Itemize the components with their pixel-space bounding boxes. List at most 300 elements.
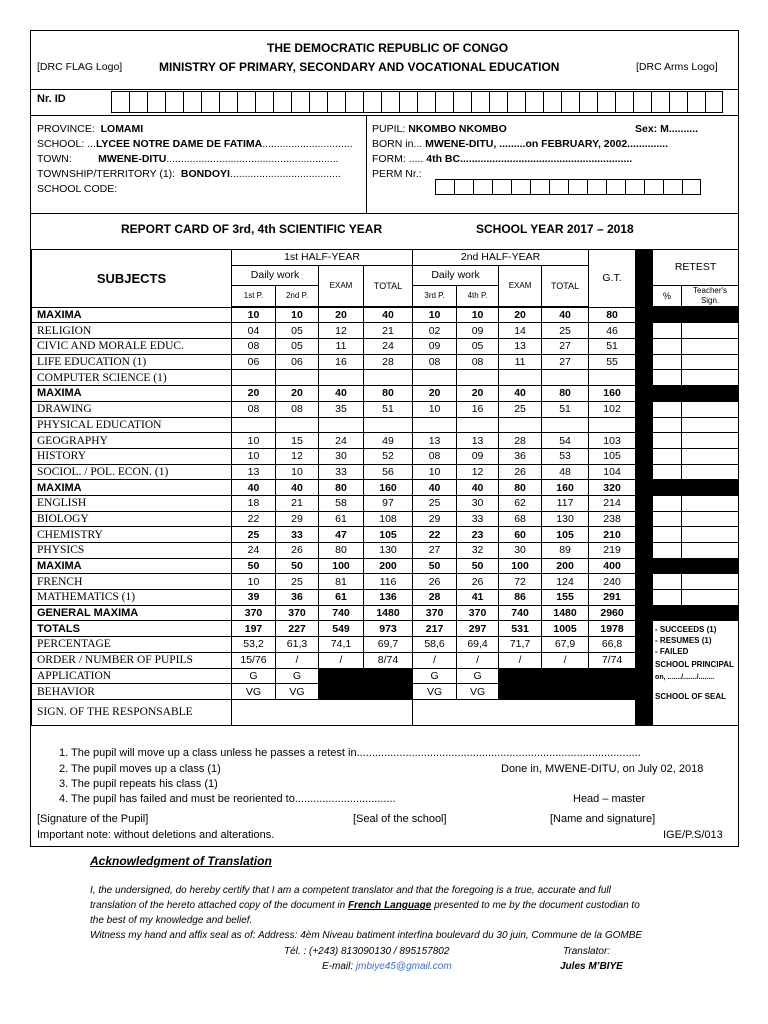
grade-cell: 7/74 xyxy=(589,652,636,668)
table-row-history xyxy=(32,448,739,464)
retest-percent-cell[interactable] xyxy=(653,339,682,355)
grade-cell: 51 xyxy=(364,401,413,417)
grade-cell: 27 xyxy=(413,543,457,559)
grade-cell: 40 xyxy=(364,307,413,323)
retest-sign-cell[interactable] xyxy=(682,401,739,417)
table-row-computer-science-1 xyxy=(32,370,739,386)
grade-cell: 23 xyxy=(457,527,499,543)
grade-cell: 51 xyxy=(542,401,589,417)
grade-cell: 72 xyxy=(499,574,542,590)
table-row-sociol-pol-econ-1 xyxy=(32,464,739,480)
subject-name: MAXIMA xyxy=(32,307,232,323)
retest-sign-cell[interactable] xyxy=(682,307,739,323)
grade-cell: 05 xyxy=(276,339,319,355)
grade-cell: 14 xyxy=(499,323,542,339)
subject-name: MAXIMA xyxy=(32,480,232,496)
grade-cell: 36 xyxy=(276,590,319,606)
grade-cell: 33 xyxy=(457,511,499,527)
grade-cell: 10 xyxy=(276,464,319,480)
subject-name: PHYSICS xyxy=(32,543,232,559)
retest-percent-cell[interactable] xyxy=(653,433,682,449)
grade-cell: VG xyxy=(457,684,499,700)
retest-header: RETEST xyxy=(653,250,739,286)
grade-cell xyxy=(413,417,457,433)
school-year: SCHOOL YEAR 2017 – 2018 xyxy=(476,222,634,236)
grade-cell: 214 xyxy=(589,495,636,511)
grade-cell: 10 xyxy=(232,307,276,323)
grade-cell: 20 xyxy=(413,386,457,402)
subject-name: APPLICATION xyxy=(32,668,232,684)
grade-cell: 66,8 xyxy=(589,637,636,653)
table-row-civic-and-morale-educ xyxy=(32,339,739,355)
grade-cell: 50 xyxy=(457,558,499,574)
grade-cell: 26 xyxy=(457,574,499,590)
retest-percent-cell[interactable] xyxy=(653,354,682,370)
grade-cell: VG xyxy=(276,684,319,700)
grade-cell: / xyxy=(457,652,499,668)
grade-cell: 89 xyxy=(542,543,589,559)
subject-name: MATHEMATICS (1) xyxy=(32,590,232,606)
grade-cell: 80 xyxy=(319,480,364,496)
grade-cell: 40 xyxy=(276,480,319,496)
retest-percent-cell[interactable] xyxy=(653,386,682,402)
table-row-life-education-1 xyxy=(32,354,739,370)
grade-cell: 238 xyxy=(589,511,636,527)
grade-cell: 55 xyxy=(589,354,636,370)
decision-2: 2. The pupil moves up a class (1) xyxy=(59,763,221,775)
grade-cell: 06 xyxy=(232,354,276,370)
ack-title: Acknowledgment of Translation xyxy=(90,854,272,868)
grade-cell: 61,3 xyxy=(276,637,319,653)
grade-cell: / xyxy=(319,652,364,668)
retest-percent-cell[interactable] xyxy=(653,307,682,323)
town-row: TOWN: MWENE-DITU........................................................... xyxy=(37,153,339,165)
grade-cell: 53 xyxy=(542,448,589,464)
country-title: THE DEMOCRATIC REPUBLIC OF CONGO xyxy=(267,41,509,55)
grade-cell: 10 xyxy=(413,464,457,480)
grade-cell: 16 xyxy=(319,354,364,370)
grade-cell: 973 xyxy=(364,621,413,637)
retest-sign-cell[interactable] xyxy=(682,527,739,543)
grade-cell: 26 xyxy=(413,574,457,590)
grade-cell: 100 xyxy=(499,558,542,574)
grade-cell: 26 xyxy=(499,464,542,480)
seal-note: SCHOOL OF SEAL xyxy=(655,692,727,702)
subject-name: MAXIMA xyxy=(32,558,232,574)
grade-cell: 28 xyxy=(364,354,413,370)
exam-2-header: EXAM xyxy=(499,265,542,306)
grade-cell xyxy=(589,684,636,700)
grade-cell: G xyxy=(457,668,499,684)
grade-cell: 130 xyxy=(542,511,589,527)
grade-cell xyxy=(542,668,589,684)
retest-percent-cell[interactable] xyxy=(653,401,682,417)
decision-1: 1. The pupil will move up a class unless he passes a retest in............................................................................................. xyxy=(59,747,641,759)
grade-cell: 12 xyxy=(457,464,499,480)
failed-note: - FAILED xyxy=(655,647,689,657)
grade-cell: 549 xyxy=(319,621,364,637)
grade-cell: 08 xyxy=(457,354,499,370)
ack-tel: Tél. : (+243) 813090130 / 895157802 xyxy=(284,946,450,957)
subject-name: ORDER / NUMBER OF PUPILS xyxy=(32,652,232,668)
sign-half-1[interactable] xyxy=(232,699,413,725)
grade-cell xyxy=(499,370,542,386)
grade-cell: 105 xyxy=(364,527,413,543)
grade-cell: 35 xyxy=(319,401,364,417)
grade-cell: 09 xyxy=(457,323,499,339)
retest-percent-cell[interactable] xyxy=(653,558,682,574)
grade-cell: 24 xyxy=(364,339,413,355)
translator-label: Translator: xyxy=(563,946,611,957)
grade-cell: 30 xyxy=(457,495,499,511)
period-4-header: 4th P. xyxy=(457,285,499,306)
grade-cell: 740 xyxy=(499,605,542,621)
grade-cell: 24 xyxy=(232,543,276,559)
grade-cell: 05 xyxy=(457,339,499,355)
grade-cell: 09 xyxy=(457,448,499,464)
table-row-percentage xyxy=(32,637,739,653)
grade-cell: 200 xyxy=(542,558,589,574)
retest-sign-cell[interactable] xyxy=(682,370,739,386)
grade-cell: 36 xyxy=(499,448,542,464)
grade-cell: 1005 xyxy=(542,621,589,637)
grade-cell: 04 xyxy=(232,323,276,339)
table-row-application xyxy=(32,668,739,684)
retest-sign-cell[interactable] xyxy=(682,354,739,370)
grade-cell: 18 xyxy=(232,495,276,511)
subject-name: GEOGRAPHY xyxy=(32,433,232,449)
grade-cell: 116 xyxy=(364,574,413,590)
done-in: Done in, MWENE-DITU, on July 02, 2018 xyxy=(501,763,704,775)
grade-cell: 219 xyxy=(589,543,636,559)
exam-1-header: EXAM xyxy=(319,265,364,306)
subject-name: GENERAL MAXIMA xyxy=(32,605,232,621)
grade-cell: 1480 xyxy=(364,605,413,621)
grade-cell: 25 xyxy=(499,401,542,417)
grade-cell: 52 xyxy=(364,448,413,464)
grade-cell: 11 xyxy=(319,339,364,355)
grade-cell xyxy=(499,684,542,700)
form-row: FORM: ..... 4th BC........................................................... xyxy=(372,153,633,165)
grade-cell: 51 xyxy=(589,339,636,355)
gt-header: G.T. xyxy=(589,250,636,308)
grade-cell: 50 xyxy=(413,558,457,574)
head-master: Head – master xyxy=(573,793,646,805)
grade-cell xyxy=(319,668,364,684)
grade-cell: 24 xyxy=(319,433,364,449)
grade-cell: 160 xyxy=(542,480,589,496)
table-row-behavior xyxy=(32,684,739,700)
retest-percent-cell[interactable] xyxy=(653,590,682,606)
grade-cell: 370 xyxy=(276,605,319,621)
grade-cell: 46 xyxy=(589,323,636,339)
grade-cell: 160 xyxy=(364,480,413,496)
grade-cell: 60 xyxy=(499,527,542,543)
grade-cell: 49 xyxy=(364,433,413,449)
subject-name: COMPUTER SCIENCE (1) xyxy=(32,370,232,386)
grade-cell: 13 xyxy=(457,433,499,449)
grade-cell: 13 xyxy=(232,464,276,480)
subject-name: TOTALS xyxy=(32,621,232,637)
grade-cell xyxy=(232,370,276,386)
table-row-english xyxy=(32,495,739,511)
grade-cell: 30 xyxy=(499,543,542,559)
subject-name: MAXIMA xyxy=(32,386,232,402)
retest-sign-cell[interactable] xyxy=(682,495,739,511)
decision-3: 3. The pupil repeats his class (1) xyxy=(59,778,218,790)
grade-cell: 40 xyxy=(232,480,276,496)
grade-cell: 25 xyxy=(276,574,319,590)
grade-cell: / xyxy=(413,652,457,668)
total-1-header: TOTAL xyxy=(364,265,413,306)
grade-cell: 32 xyxy=(457,543,499,559)
grade-cell: 21 xyxy=(364,323,413,339)
grade-cell: 80 xyxy=(542,386,589,402)
retest-sign-cell[interactable] xyxy=(682,417,739,433)
ack-line-3: the best of my knowledge and belief. xyxy=(90,915,253,926)
grade-cell xyxy=(499,417,542,433)
table-row-religion xyxy=(32,323,739,339)
grade-cell: 80 xyxy=(499,480,542,496)
grade-cell: 97 xyxy=(364,495,413,511)
grade-cell: 20 xyxy=(499,307,542,323)
retest-sign-cell[interactable] xyxy=(682,323,739,339)
grade-cell: 297 xyxy=(457,621,499,637)
grade-cell: G xyxy=(413,668,457,684)
grade-cell: 08 xyxy=(232,401,276,417)
nr-id-boxes[interactable] xyxy=(111,91,723,113)
grade-cell: 47 xyxy=(319,527,364,543)
ack-line-2: translation of the hereto attached copy of the document in French Language presented to me by the document custodian to xyxy=(90,900,640,911)
grade-cell: 29 xyxy=(413,511,457,527)
grade-cell: 16 xyxy=(457,401,499,417)
date-note: on, ......./......./........ xyxy=(655,674,715,682)
grade-cell: 1978 xyxy=(589,621,636,637)
table-row-drawing xyxy=(32,401,739,417)
seal-school: [Seal of the school] xyxy=(353,813,447,825)
grade-cell xyxy=(499,668,542,684)
grade-cell: 20 xyxy=(276,386,319,402)
nr-id-label: Nr. ID xyxy=(37,93,66,105)
grade-cell: 71,7 xyxy=(499,637,542,653)
retest-percent-cell[interactable] xyxy=(653,370,682,386)
grade-cell xyxy=(457,417,499,433)
grade-cell: 25 xyxy=(232,527,276,543)
grade-cell: 41 xyxy=(457,590,499,606)
grade-cell: 130 xyxy=(364,543,413,559)
grade-cell: 11 xyxy=(499,354,542,370)
grade-cell: 68 xyxy=(499,511,542,527)
ack-line-1: I, the undersigned, do hereby certify that I am a competent translator and that the foregoing is a true, accurate and full xyxy=(90,885,611,896)
perm-label: PERM Nr.: xyxy=(372,168,422,180)
sex-row: Sex: M.......... xyxy=(635,123,699,135)
grade-cell: 27 xyxy=(542,354,589,370)
grade-cell: 08 xyxy=(232,339,276,355)
grade-cell: 50 xyxy=(232,558,276,574)
grade-cell xyxy=(276,417,319,433)
subject-name: PERCENTAGE xyxy=(32,637,232,653)
period-3-header: 3rd P. xyxy=(413,285,457,306)
grade-cell: 10 xyxy=(232,433,276,449)
grade-cell xyxy=(589,370,636,386)
grade-cell: 80 xyxy=(319,543,364,559)
grade-cell: 12 xyxy=(319,323,364,339)
retest-sign-cell[interactable] xyxy=(682,590,739,606)
grade-cell: 108 xyxy=(364,511,413,527)
grade-cell: / xyxy=(542,652,589,668)
table-row-maxima xyxy=(32,386,739,402)
grade-cell: 370 xyxy=(413,605,457,621)
retest-sign-cell[interactable] xyxy=(682,464,739,480)
retest-sign-cell[interactable] xyxy=(682,433,739,449)
grade-cell: 20 xyxy=(457,386,499,402)
retest-percent-cell[interactable] xyxy=(653,417,682,433)
retest-sign-cell[interactable] xyxy=(682,480,739,496)
table-row-geography xyxy=(32,433,739,449)
subject-name: CIVIC AND MORALE EDUC. xyxy=(32,339,232,355)
grade-cell: 48 xyxy=(542,464,589,480)
retest-sign-cell[interactable] xyxy=(682,339,739,355)
ack-email: E-mail: jmbiye45@gmail.com xyxy=(322,961,452,972)
retest-sign-cell[interactable] xyxy=(682,574,739,590)
grade-cell: 33 xyxy=(319,464,364,480)
grade-cell: 400 xyxy=(589,558,636,574)
period-1-header: 1st P. xyxy=(232,285,276,306)
table-row-chemistry xyxy=(32,527,739,543)
grade-cell: 30 xyxy=(319,448,364,464)
grade-cell: 29 xyxy=(276,511,319,527)
grades-table xyxy=(31,249,739,726)
grade-cell: 53,2 xyxy=(232,637,276,653)
grade-cell: 40 xyxy=(499,386,542,402)
resumes-note: - RESUMES (1) xyxy=(655,636,712,646)
retest-percent-cell[interactable] xyxy=(653,448,682,464)
principal-note: SCHOOL PRINCIPAL xyxy=(655,660,734,670)
grade-cell: 69,4 xyxy=(457,637,499,653)
grade-cell: 8/74 xyxy=(364,652,413,668)
subject-name: RELIGION xyxy=(32,323,232,339)
subject-name: BEHAVIOR xyxy=(32,684,232,700)
half-year-1-header: 1st HALF-YEAR xyxy=(232,250,413,266)
grade-cell: 05 xyxy=(276,323,319,339)
grade-cell: 22 xyxy=(413,527,457,543)
table-row-totals xyxy=(32,621,739,637)
table-row-general-maxima xyxy=(32,605,739,621)
retest-sign-cell[interactable] xyxy=(682,386,739,402)
subject-name: PHYSICAL EDUCATION xyxy=(32,417,232,433)
report-card xyxy=(30,30,739,847)
sign-half-2[interactable] xyxy=(413,699,636,725)
grade-cell: 27 xyxy=(542,339,589,355)
retest-sign-cell[interactable] xyxy=(682,511,739,527)
retest-percent-cell[interactable] xyxy=(653,527,682,543)
table-row-french xyxy=(32,574,739,590)
percent-header: % xyxy=(653,285,682,306)
grade-cell: 227 xyxy=(276,621,319,637)
grade-cell xyxy=(589,417,636,433)
retest-decision-box xyxy=(653,621,739,725)
grade-cell: 40 xyxy=(413,480,457,496)
grade-cell: 02 xyxy=(413,323,457,339)
grade-cell: 200 xyxy=(364,558,413,574)
report-title: REPORT CARD OF 3rd, 4th SCIENTIFIC YEAR xyxy=(121,222,383,236)
grade-cell xyxy=(589,668,636,684)
grade-cell: / xyxy=(276,652,319,668)
subject-name: FRENCH xyxy=(32,574,232,590)
grade-cell: 124 xyxy=(542,574,589,590)
subjects-header: SUBJECTS xyxy=(32,250,232,308)
half-year-2-header: 2nd HALF-YEAR xyxy=(413,250,589,266)
grade-cell: 86 xyxy=(499,590,542,606)
retest-percent-cell[interactable] xyxy=(653,495,682,511)
grade-cell: 197 xyxy=(232,621,276,637)
grade-cell: 240 xyxy=(589,574,636,590)
retest-percent-cell[interactable] xyxy=(653,511,682,527)
table-row-maxima xyxy=(32,307,739,323)
grade-cell: 81 xyxy=(319,574,364,590)
grade-cell: 370 xyxy=(232,605,276,621)
grade-cell: 217 xyxy=(413,621,457,637)
retest-percent-cell[interactable] xyxy=(653,543,682,559)
subject-name: ENGLISH xyxy=(32,495,232,511)
email-link[interactable]: jmbiye45@gmail.com xyxy=(355,961,452,972)
retest-percent-cell[interactable] xyxy=(653,464,682,480)
grade-cell: 20 xyxy=(319,307,364,323)
ministry-title: MINISTRY OF PRIMARY, SECONDARY AND VOCATIONAL EDUCATION xyxy=(159,60,560,74)
grade-cell: G xyxy=(232,668,276,684)
retest-percent-cell[interactable] xyxy=(653,480,682,496)
grade-cell xyxy=(364,417,413,433)
perm-boxes[interactable] xyxy=(435,179,701,195)
grade-cell: 10 xyxy=(232,574,276,590)
retest-sign-cell[interactable] xyxy=(682,543,739,559)
grade-cell: 160 xyxy=(589,386,636,402)
grade-cell xyxy=(364,370,413,386)
grade-cell: 15 xyxy=(276,433,319,449)
subject-name: DRAWING xyxy=(32,401,232,417)
table-row-mathematics-1 xyxy=(32,590,739,606)
retest-percent-cell[interactable] xyxy=(653,323,682,339)
grade-cell: 08 xyxy=(276,401,319,417)
grade-cell: 103 xyxy=(589,433,636,449)
decision-4: 4. The pupil has failed and must be reoriented to................................. xyxy=(59,793,396,805)
retest-sign-cell[interactable] xyxy=(682,558,739,574)
grade-cell: 62 xyxy=(499,495,542,511)
grade-cell: 08 xyxy=(413,448,457,464)
name-signature: [Name and signature] xyxy=(550,813,656,825)
born-row: BORN in... MWENE-DITU, .........on FEBRUARY, 2002.............. xyxy=(372,138,668,150)
grade-cell: 40 xyxy=(457,480,499,496)
grade-cell: 61 xyxy=(319,590,364,606)
retest-sign-cell[interactable] xyxy=(682,448,739,464)
grade-cell xyxy=(319,684,364,700)
total-2-header: TOTAL xyxy=(542,265,589,306)
grade-cell xyxy=(542,684,589,700)
grade-cell: 104 xyxy=(589,464,636,480)
important-note: Important note: without deletions and alterations. xyxy=(37,829,275,841)
grade-cell: 370 xyxy=(457,605,499,621)
retest-percent-cell[interactable] xyxy=(653,574,682,590)
grade-cell xyxy=(319,370,364,386)
grade-cell: 10 xyxy=(276,307,319,323)
grade-cell: 28 xyxy=(499,433,542,449)
grade-cell xyxy=(364,684,413,700)
subject-name: LIFE EDUCATION (1) xyxy=(32,354,232,370)
grade-cell xyxy=(457,370,499,386)
grade-cell: 69,7 xyxy=(364,637,413,653)
grade-cell: G xyxy=(276,668,319,684)
grade-cell: 117 xyxy=(542,495,589,511)
